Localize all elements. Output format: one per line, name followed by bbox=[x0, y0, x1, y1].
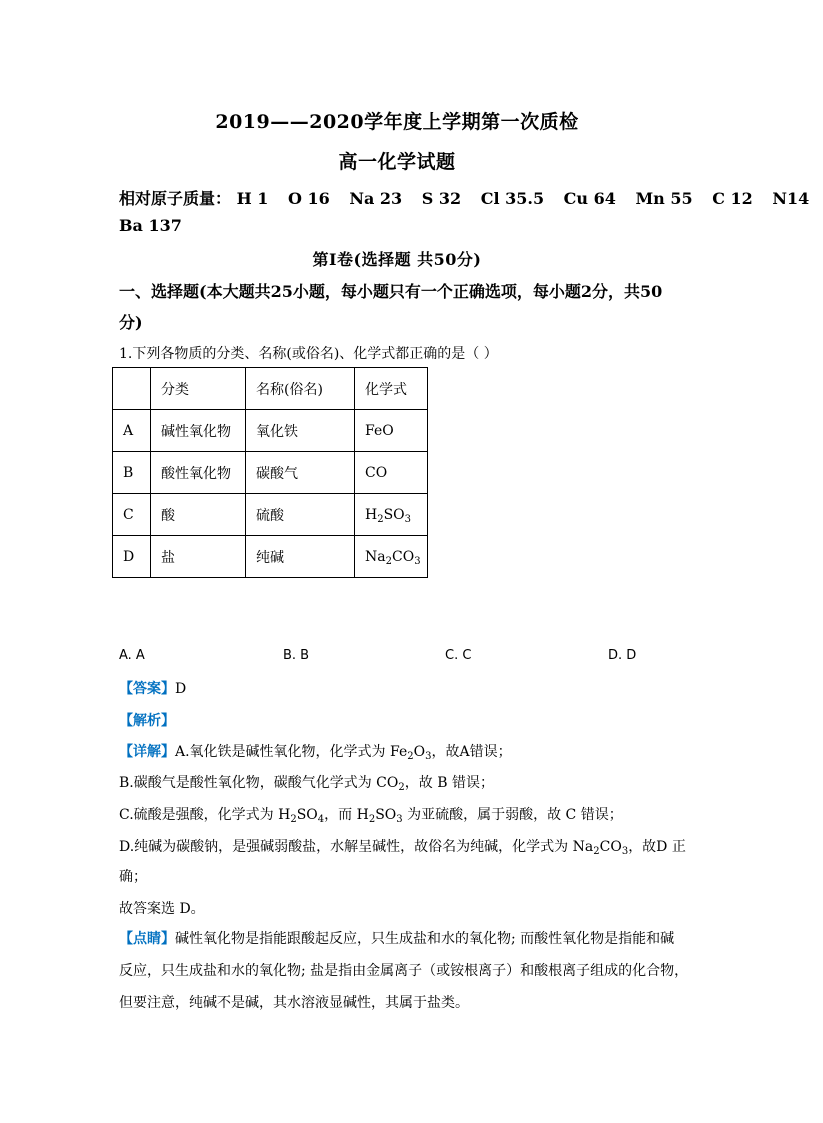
table-cell: CO bbox=[355, 452, 428, 494]
table-cell: B bbox=[113, 452, 151, 494]
table-cell: C bbox=[113, 494, 151, 536]
answer-line bbox=[119, 678, 186, 698]
comment-line: 但要注意，纯碱不是碱，其水溶液显碱性，其属于盐类。 bbox=[119, 995, 469, 1011]
comment-line: 反应，只生成盐和水的氧化物; 盐是指由金属离子（或铵根离子）和酸根离子组成的化合物， bbox=[119, 963, 689, 979]
comment-text: 碱性氧化物是指能跟酸起反应，只生成盐和水的氧化物; 而酸性氧化物是指能和碱 bbox=[175, 931, 675, 947]
comment-tag: 【点睛】 bbox=[119, 931, 175, 947]
analysis-text: A.氧化铁是碱性氧化物，化学式为 $Fe_2O_3$，故A错误； bbox=[175, 744, 512, 762]
table-cell: $H_2SO_3$ bbox=[355, 494, 428, 536]
part-heading: 一、选择题(本大题共25小题，每小题只有一个正确选项，每小题2分，共50 bbox=[119, 282, 663, 301]
atomic-mass-item: Cl 35.5 bbox=[480, 189, 545, 208]
table-cell: 酸 bbox=[151, 494, 246, 536]
table-cell: A bbox=[113, 410, 151, 452]
table-cell: 酸性氧化物 bbox=[151, 452, 246, 494]
analysis-line: 确； bbox=[119, 869, 147, 885]
option-b: B. B bbox=[283, 648, 310, 663]
atomic-mass-item: Cu 64 bbox=[563, 189, 616, 208]
table-cell: FeO bbox=[355, 410, 428, 452]
table-row bbox=[113, 452, 428, 494]
exam-subtitle: 高一化学试题 bbox=[338, 151, 456, 173]
analysis-line: D.纯碱为碳酸钠，是强碱弱酸盐，水解呈碱性，故俗名为纯碱，化学式为 $Na_2CO_3$，故D 正 bbox=[119, 839, 686, 857]
atomic-mass-item: H 1 bbox=[236, 189, 269, 208]
table-cell: 碳酸气 bbox=[246, 452, 355, 494]
detail-tag: 【详解】 bbox=[119, 744, 175, 760]
option-c: C. C bbox=[445, 648, 472, 663]
volume-heading: 第I卷(选择题 共50分) bbox=[312, 250, 482, 269]
atomic-mass-item: N14 bbox=[772, 189, 810, 208]
atomic-mass-item: Mn 55 bbox=[635, 189, 693, 208]
analysis-tag: 【解析】 bbox=[119, 713, 175, 729]
table-header-cell: 分类 bbox=[151, 368, 246, 410]
table-cell: 氧化铁 bbox=[246, 410, 355, 452]
option-a: A. A bbox=[119, 648, 145, 663]
analysis-line: B.碳酸气是酸性氧化物，碳酸气化学式为 $CO_2$，故 B 错误； bbox=[119, 775, 494, 793]
comment-line bbox=[119, 928, 674, 948]
table-cell: 碱性氧化物 bbox=[151, 410, 246, 452]
atomic-mass-line bbox=[119, 186, 823, 209]
analysis-line bbox=[119, 741, 512, 761]
atomic-mass-item: Na 23 bbox=[349, 189, 403, 208]
table-header-cell: 化学式 bbox=[355, 368, 428, 410]
analysis-line: 故答案选 D。 bbox=[119, 901, 205, 917]
table-header-cell bbox=[113, 368, 151, 410]
answer-tag: 【答案】 bbox=[119, 681, 175, 697]
table-cell: D bbox=[113, 536, 151, 578]
table-row bbox=[113, 536, 428, 578]
table-cell: 纯碱 bbox=[246, 536, 355, 578]
question-stem: 1.下列各物质的分类、名称(或俗名)、化学式都正确的是（ ） bbox=[119, 346, 498, 362]
question-table bbox=[112, 367, 428, 578]
atomic-mass-line-2: Ba 137 bbox=[119, 216, 182, 235]
table-header-cell: 名称(俗名) bbox=[246, 368, 355, 410]
option-d: D. D bbox=[608, 648, 637, 663]
table-row bbox=[113, 494, 428, 536]
atomic-mass-item: O 16 bbox=[288, 189, 330, 208]
table-header-row bbox=[113, 368, 428, 410]
part-heading-cont: 分) bbox=[119, 313, 143, 332]
analysis-heading bbox=[119, 710, 175, 730]
table-cell: $Na_2CO_3$ bbox=[355, 536, 428, 578]
atomic-mass-item: S 32 bbox=[421, 189, 462, 208]
table-cell: 硫酸 bbox=[246, 494, 355, 536]
atomic-mass-item: C 12 bbox=[712, 189, 753, 208]
answer-value: D bbox=[175, 681, 187, 697]
table-row bbox=[113, 410, 428, 452]
analysis-line: C.硫酸是强酸，化学式为 $H_2SO_4$，而 $H_2SO_3$ 为亚硫酸，属于弱酸，故 C 错误； bbox=[119, 807, 623, 825]
table-cell: 盐 bbox=[151, 536, 246, 578]
exam-title: 2019——2020学年度上学期第一次质检 bbox=[215, 111, 579, 133]
atomic-mass-label: 相对原子质量： bbox=[119, 189, 232, 208]
